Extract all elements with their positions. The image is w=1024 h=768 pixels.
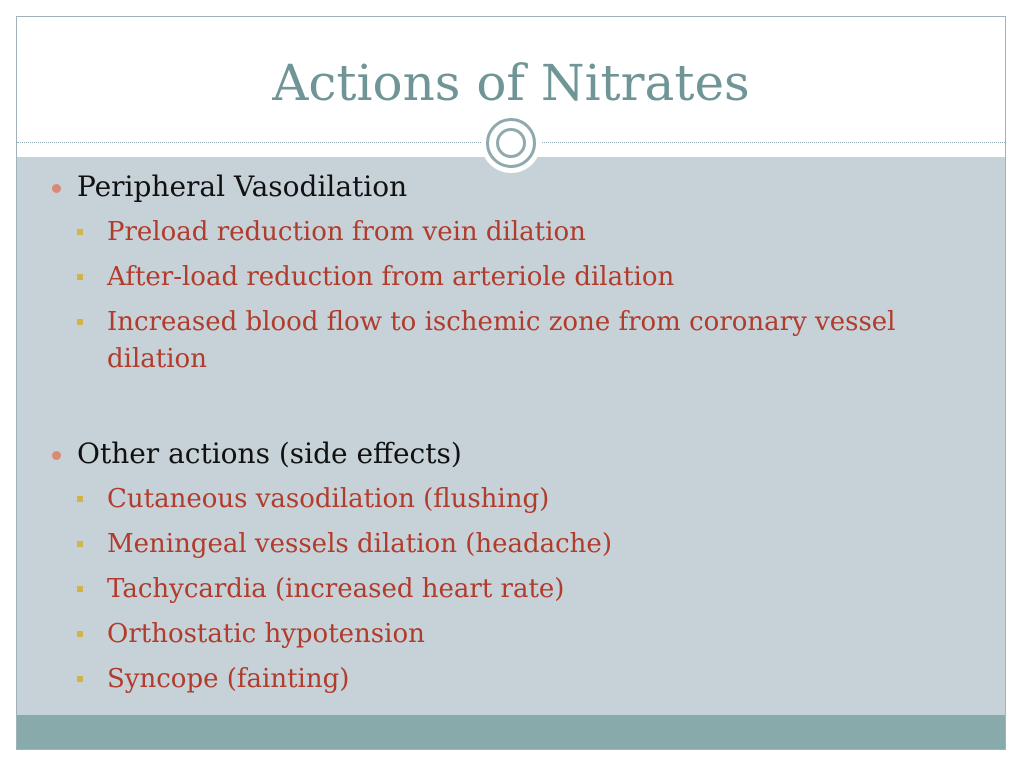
slide-title: Actions of Nitrates xyxy=(272,54,750,112)
bullet-level2 xyxy=(17,214,1005,251)
bullet-square-icon xyxy=(77,496,83,502)
bullet-text: Preload reduction from vein dilation xyxy=(107,217,586,247)
bullet-level2 xyxy=(17,616,1005,653)
section-heading: Peripheral Vasodilation xyxy=(77,170,408,203)
bullet-text: Orthostatic hypotension xyxy=(107,619,425,649)
slide-frame xyxy=(16,16,1006,750)
bullet-square-icon xyxy=(77,586,83,592)
bullet-level2 xyxy=(17,661,1005,698)
bullet-level2 xyxy=(17,481,1005,518)
bullet-level1 xyxy=(17,169,1005,205)
bullet-text: Cutaneous vasodilation (flushing) xyxy=(107,484,550,514)
section-peripheral-vasodilation xyxy=(17,169,1005,378)
bullet-level2 xyxy=(17,259,1005,296)
bullet-dot-icon xyxy=(52,451,61,460)
bullet-text: Syncope (fainting) xyxy=(107,664,350,694)
divider-circle-ornament xyxy=(486,118,536,168)
bullet-square-icon xyxy=(77,631,83,637)
bullet-text: Tachycardia (increased heart rate) xyxy=(107,574,565,604)
section-other-actions xyxy=(17,436,1005,698)
bullet-text: After-load reduction from arteriole dilation xyxy=(107,262,675,292)
bullet-square-icon xyxy=(77,676,83,682)
bullet-text: Meningeal vessels dilation (headache) xyxy=(107,529,612,559)
bullet-dot-icon xyxy=(52,184,61,193)
bullet-square-icon xyxy=(77,229,83,235)
section-heading: Other actions (side effects) xyxy=(77,437,462,470)
bullet-square-icon xyxy=(77,319,83,325)
bullet-level2 xyxy=(17,526,1005,563)
bullet-text: Increased blood flow to ischemic zone from coronary vessel dilation xyxy=(107,307,896,374)
bullet-square-icon xyxy=(77,541,83,547)
bullet-level1 xyxy=(17,436,1005,472)
bullet-square-icon xyxy=(77,274,83,280)
footer-band xyxy=(17,715,1005,749)
bullet-level2 xyxy=(17,571,1005,608)
bullet-level2 xyxy=(17,304,1005,378)
divider-circle-inner xyxy=(496,128,526,158)
